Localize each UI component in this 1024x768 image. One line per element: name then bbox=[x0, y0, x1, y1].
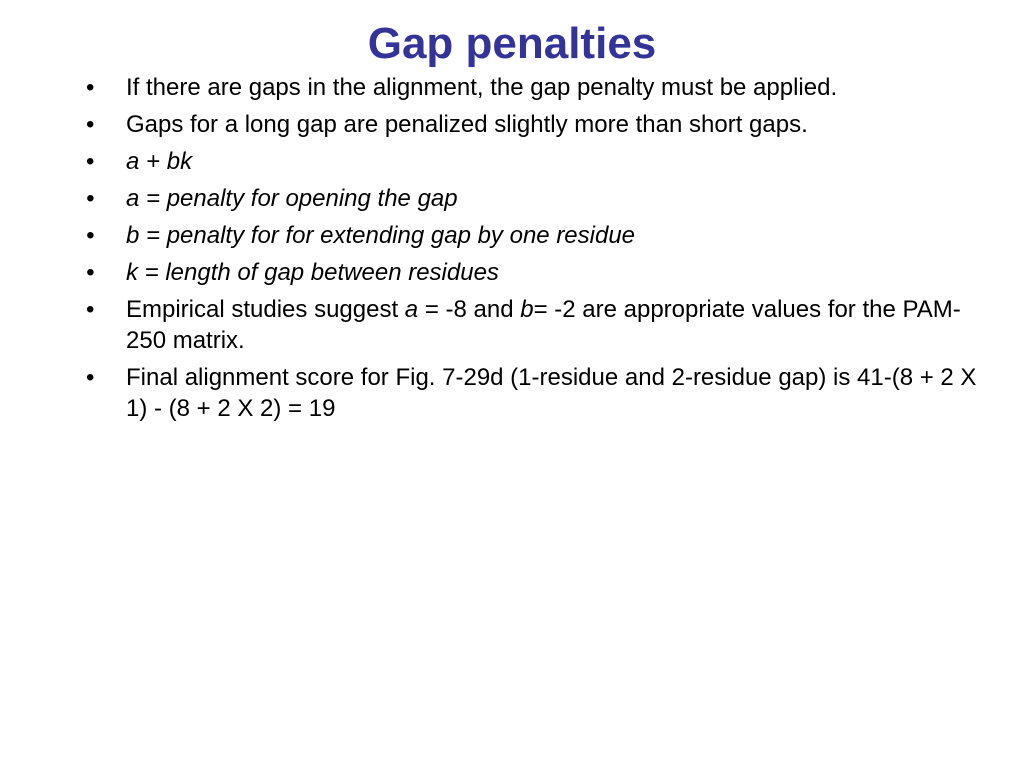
slide-title: Gap penalties bbox=[367, 19, 657, 68]
bullet-item bbox=[86, 220, 986, 251]
bullet-glyph: • bbox=[86, 111, 95, 138]
formula-var-bk: bk bbox=[166, 148, 193, 175]
var-a: a bbox=[404, 296, 419, 323]
formula-var-a: a bbox=[126, 148, 140, 175]
bullet-text: Final alignment score for Fig. 7-29d (1-residue and 2-residue gap) is 41-(8 + 2 X 1) - (8 + 2 X 2) = 19 bbox=[126, 364, 977, 422]
bullet-text: = length of gap between residues bbox=[138, 259, 499, 286]
bullet-item bbox=[86, 72, 986, 103]
bullet-glyph: • bbox=[86, 296, 95, 323]
var-k: k bbox=[126, 259, 138, 286]
bullet-item bbox=[86, 109, 986, 140]
bullet-glyph: • bbox=[86, 259, 95, 286]
bullet-text: Gaps for a long gap are penalized slightly more than short gaps. bbox=[126, 111, 808, 138]
bullet-text: = penalty for opening the gap bbox=[139, 185, 458, 212]
bullet-item bbox=[86, 257, 986, 288]
bullet-glyph: • bbox=[86, 364, 95, 391]
bullet-glyph: • bbox=[86, 74, 95, 101]
bullet-item bbox=[86, 362, 986, 424]
bullet-list bbox=[86, 72, 986, 430]
bullet-item bbox=[86, 146, 986, 177]
bullet-text: Empirical studies suggest bbox=[126, 296, 405, 323]
formula-plus: + bbox=[139, 148, 167, 175]
bullet-text: = -2 are appropriate values for the PAM-250 matrix. bbox=[126, 296, 961, 354]
bullet-glyph: • bbox=[86, 222, 95, 249]
var-a: a bbox=[126, 185, 140, 212]
bullet-glyph: • bbox=[86, 148, 95, 175]
bullet-text: If there are gaps in the alignment, the gap penalty must be applied. bbox=[126, 74, 838, 101]
var-b: b bbox=[520, 296, 534, 323]
bullet-item bbox=[86, 183, 986, 214]
bullet-text: = -8 and bbox=[418, 296, 521, 323]
bullet-glyph: • bbox=[86, 185, 95, 212]
bullet-item bbox=[86, 294, 986, 356]
var-b: b bbox=[126, 222, 140, 249]
bullet-text: = penalty for for extending gap by one residue bbox=[139, 222, 636, 249]
